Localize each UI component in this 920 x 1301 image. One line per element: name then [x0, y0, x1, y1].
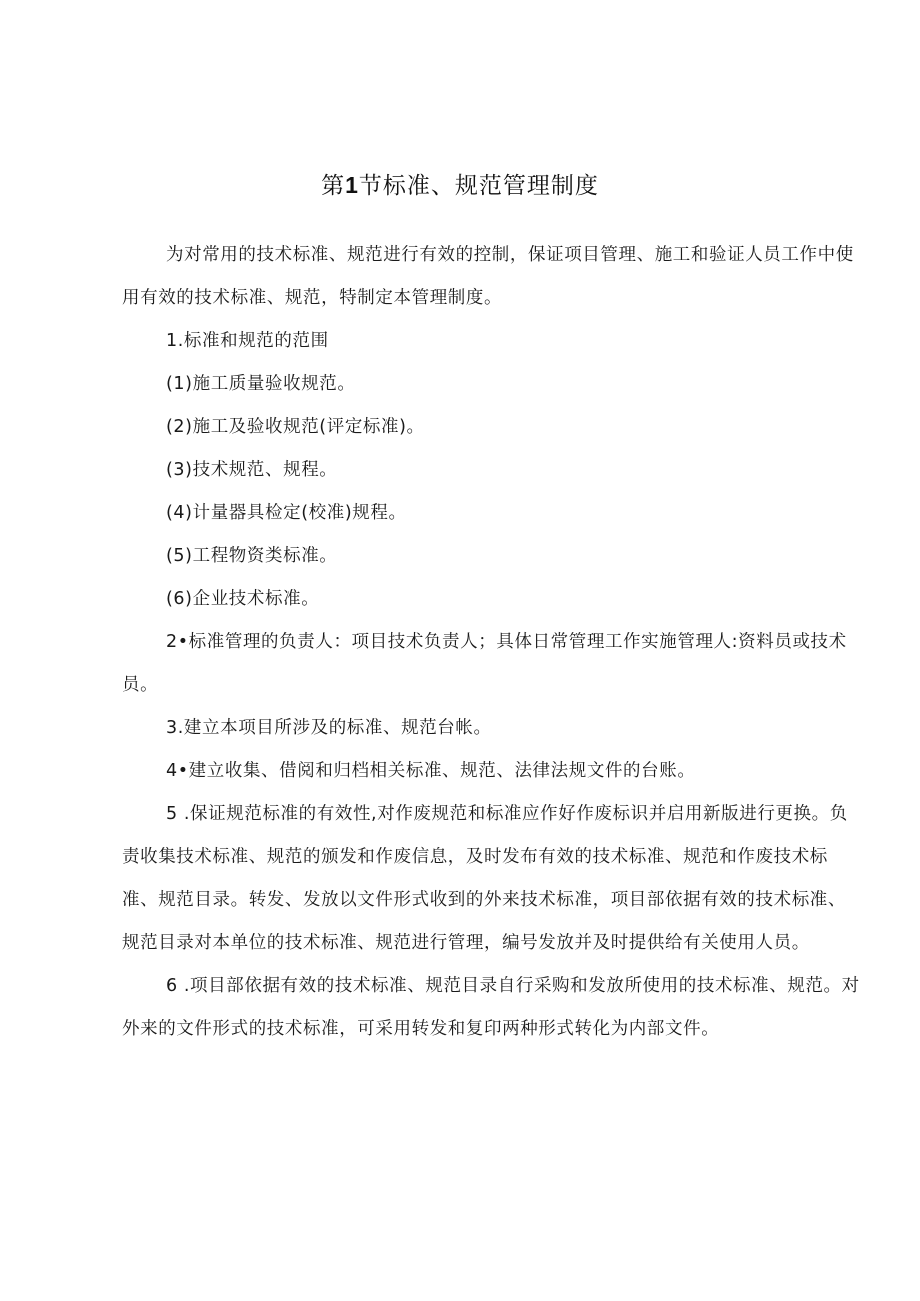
- document-body: [122, 234, 862, 1051]
- section-heading-scope: 1.标准和规范的范围: [166, 331, 329, 351]
- list-item: (5)工程物资类标准。: [166, 546, 338, 566]
- list-item: (4)计量器具检定(校准)规程。: [166, 503, 407, 523]
- title-suffix: 节标准、规范管理制度: [358, 173, 599, 199]
- title-number: 1: [345, 172, 359, 198]
- list-item: (6)企业技术标准。: [166, 589, 320, 609]
- intro-paragraph: 为对常用的技术标准、规范进行有效的控制，保证项目管理、施工和验证人员工作中使用有效的技术标准、规范，特制定本管理制度。: [122, 245, 854, 308]
- list-item: (3)技术规范、规程。: [166, 460, 338, 480]
- paragraph-responsible: 2•标准管理的负责人：项目技术负责人；具体日常管理工作实施管理人:资料员或技术员。: [122, 632, 847, 695]
- paragraph-ledger: 3.建立本项目所涉及的标准、规范台帐。: [166, 718, 492, 738]
- list-item: (1)施工质量验收规范。: [166, 374, 356, 394]
- list-item: (2)施工及验收规范(评定标准)。: [166, 417, 425, 437]
- page-title: [0, 168, 920, 203]
- paragraph-procurement: 6 .项目部依据有效的技术标准、规范目录自行采购和发放所使用的技术标准、规范。对外来的文件形式的技术标准，可采用转发和复印两种形式转化为内部文件。: [122, 976, 860, 1039]
- paragraph-archive: 4•建立收集、借阅和归档相关标准、规范、法律法规文件的台账。: [166, 761, 696, 781]
- title-prefix: 第: [321, 173, 346, 199]
- paragraph-validity: 5 .保证规范标准的有效性,对作废规范和标准应作好作废标识并启用新版进行更换。负责收集技术标准、规范的颁发和作废信息，及时发布有效的技术标准、规范和作废技术标准、规范目录。转发、发放以文件形式收到的外来技术标准，项目部依据有效的技术标准、规范目录对本单位的技术标准、规范进行管理，编号发放并及时提供给有关使用人员。: [122, 804, 848, 953]
